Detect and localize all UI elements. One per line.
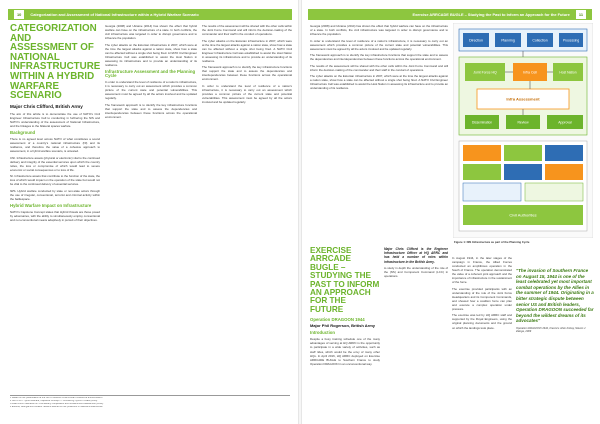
- paragraph: NI. Infrastructure assets that contribute to the function of the state, the loss of which would impact on the operation of the state but would not be vital to the continued delivery of essential services.: [10, 174, 100, 187]
- paragraph: The cyber attacks on the Estonian infrastructure in 2007, which were at the time the largest attacks against a nation state, show how a state can be affected without a single shot being fired. A NATO Civil Engineer Infrastructure Cell was established to assist the Host Nation in assessing its infrastructure and to provide an understanding of its resilience.: [105, 42, 197, 67]
- diagram-label-host-nation: Host Nation: [559, 70, 577, 75]
- paragraph: IWS. Hybrid warfare conducted by state or non-state actors through the use of irregular, conventional, terrorist and criminal activity within the battlespace.: [10, 188, 100, 201]
- planning-cycle-diagram: [453, 23, 593, 238]
- right-header-title: Exercise ARRCADE BUGLE – Studying the Past to Inform an Approach for the Future: [412, 12, 570, 17]
- paragraph: The cyber attacks on the Estonian infrastructure in 2007, which were at the time the largest attacks against a nation state, show how a state can be affected without a single shot being fired. A NATO Civil Engineer Infrastructure Cell was established to assist the Host Nation in assessing its infrastructure and to provide an understanding of its resilience.: [310, 74, 448, 91]
- article-author: Major Chris Clifford, British Army: [10, 103, 83, 109]
- diagram-cell: [504, 145, 542, 161]
- diagram-cell: [463, 183, 521, 201]
- paragraph: Despite a busy training schedule one of the many advantages of serving at HQ ARRC is the opportunity to participate in a wide variety of activities, such as staff rides, which would be the envy of many other HQs. In April 2016, HQ ARRC deployed on Exercise ARRCADE BUGLE to Southern France to study Operation DRAGOON in an unconventional way.: [310, 337, 380, 366]
- diagram-label-jfhq: Joint Force HQ: [473, 70, 497, 75]
- left-header-title: Categorization and Assessment of National Infrastructure within a Hybrid Warfare Scenario: [30, 12, 199, 17]
- section-heading-planning: Infrastructure Assessment and the Planning Cycle: [105, 68, 196, 78]
- callout-quote: [516, 268, 594, 334]
- callout-quote-text: "The invasion of Southern France on August 15, 1944 is one of the least celebrated yet most important combat operations by the Allies in the summer of 1944. Originating in a bitter strategic dispute between senior US and British leaders, Operation DRAGOON succeeded far beyond the wildest dreams of its advocates": [516, 268, 594, 324]
- paragraph: There is no agreed level across NATO of what constitutes a sound assessment of a country's national infrastructure (NI) and its resilience, and therefore the value of a cohesive approach to assessment, in a hybrid warfare scenario, is untested.: [10, 137, 100, 154]
- exercise-subtitle: Operation DRAGOON 1944: [310, 317, 365, 323]
- diagram-cell: [545, 164, 583, 180]
- diagram-label-dissemination: Dissemination: [471, 120, 493, 125]
- paragraph: Georgia (2008) and Ukraine (2014) has shown the effect that hybrid warfare can have on the infrastructure of a state. In both conflicts, the civil infrastructure was targeted in order to disrupt governance and to influence the population.: [105, 24, 197, 41]
- intro-paragraph: The aim of this article is to demonstrate the use of NATO's Civil Engineer Infrastructure Cell to conducting in furthering the NIS and NATO's understanding of the assessment of National Infrastructure, and the linkages to the bilateral spaces warfare.: [10, 111, 100, 128]
- paragraph: The framework approach is to identify the key infrastructure functions that support the state and to assess the dependencies and interdependencies between these functions across the operational environment.: [202, 65, 292, 82]
- exercise-author: Major Phil Rogerson, British Army: [310, 323, 375, 329]
- diagram-label-review: Review: [517, 120, 529, 125]
- callout-source: Operation DRAGOON 1944, France's other D-Day, Steven J. Zaloga, 2009: [516, 326, 587, 334]
- paragraph: The framework approach is to identify the key infrastructure functions that support the state and to assess the dependencies and interdependencies between these functions across the operational environment.: [310, 53, 448, 62]
- left-column-3: [202, 24, 292, 392]
- section-heading-hybrid: Hybrid Warfare Impact on Infrastructure: [10, 202, 92, 208]
- exercise-article-col3: [452, 256, 512, 392]
- diagram-label-processing: Processing: [562, 38, 580, 43]
- article-title: CATEGORIZATION AND ASSESSMENT OF NATIONAL INFRASTRUCTURE WITHIN A HYBRID WARFARE SCENARIO: [10, 24, 100, 102]
- diagram-label-planning: Planning: [501, 38, 515, 43]
- diagram-label-collection: Collection: [532, 38, 548, 43]
- diagram-cell: [463, 164, 501, 180]
- paragraph: In order to understand the level of resilience of a nation's infrastructure, it is necessary to carry out an assessment which provides a common picture of the current state and potential vulnerabilities. This assessment must be agreed by all the actors involved and be updated regularly.: [310, 38, 448, 51]
- diagram-cell: [545, 145, 583, 161]
- paragraph: The exercise was led by HQ ARRC staff and supported by the Royal Engineers, using the original planning documents and the ground on which the landings took place.: [452, 313, 512, 330]
- paragraph: The cyber attacks on the Estonian infrastructure in 2007, which were at the time the largest attacks against a nation state, show how a state can be affected without a single shot being fired. A NATO Civil Engineer Infrastructure Cell was established to assist the Host Nation in assessing its infrastructure and to provide an understanding of its resilience.: [202, 38, 292, 63]
- paragraph: In August 1944, in the later stages of the campaign in France, the Allied Forces conducted an amphibious operation in the South of France. The operation demonstrated the value of a coherent joint approach and the importance of infrastructure in the sustainment of the force.: [452, 256, 512, 285]
- diagram-label-assessment: Infra Assessment: [506, 96, 540, 102]
- section-heading-background: Background: [10, 129, 36, 135]
- left-page-number: 10: [14, 10, 24, 19]
- paragraph: The exercise provided participants with an understanding of the role of the Joint Force Headquarters and its Component Commands, and showed how a coalition force can plan and execute a complex operation under pressure.: [452, 286, 512, 311]
- right-top-text: [310, 24, 448, 234]
- diagram-cell: [463, 145, 501, 161]
- right-page: [300, 0, 600, 424]
- exercise-article-col2: [384, 247, 448, 392]
- diagram-cell: [525, 183, 583, 201]
- footnote: 4 Estonia, Georgia and Ukraine: lessons learned on the protection of national infrastructure.: [10, 406, 104, 409]
- left-column-1: [10, 24, 100, 392]
- paragraph: The framework approach is to identify the key infrastructure functions that support the state and to assess the dependencies and interdependencies between these functions across the operational environment.: [105, 102, 197, 119]
- right-page-number: 11: [576, 10, 586, 19]
- diagram-label-approval: Approval: [558, 120, 572, 125]
- paragraph: CNI. Infrastructure assets (physical or electronic) vital to the continued delivery and integrity of the essential services upon which the country relies, the loss or compromise of which would lead to severe economic or social consequences or to loss of life.: [10, 155, 100, 172]
- paragraph: NATO's Capstone Concept states that Hybrid threats are those posed by adversaries, with the ability to simultaneously employ conventional and non-conventional means adaptively in pursuit of their objectives.: [10, 209, 100, 222]
- author-bio-pullquote: Major Chris Clifford is the Engineer Infrastructure Officer at HQ ARRC and has held a number of roles within infrastructure in the British Army.: [384, 247, 448, 264]
- paragraph: Georgia (2008) and Ukraine (2014) has shown the effect that hybrid warfare can have on the infrastructure of a state. In both conflicts, the civil infrastructure was targeted in order to disrupt governance and to influence the population.: [310, 24, 448, 37]
- footnote: 1 Based on the presentation at the NATO MILENG COE Annual Conference and Exhibition.: [10, 397, 103, 399]
- paragraph: In order to understand the level of resilience of a nation's infrastructure, it is necessary to carry out an assessment which provides a common picture of the current state and potential vulnerabilities. This assessment must be agreed by all the actors involved and be updated regularly.: [105, 79, 197, 101]
- paragraph: In order to understand the level of resilience of a nation's infrastructure, it is necessary to carry out an assessment which provides a common picture of the current state and potential vulnerabilities. This assessment must be agreed by all the actors involved and be updated regularly.: [202, 83, 292, 104]
- footnote: 3 Allied Joint Publication on Civil-Military Cooperation and Infrastructure Assessment (2014).: [10, 403, 104, 406]
- footnote: 2 NATO ACT Hybrid Warfare, Capstone Concept — Countering Hybrid Threats (2010).: [10, 400, 98, 403]
- exercise-article-col1: [310, 247, 380, 392]
- left-column-2: [105, 24, 197, 392]
- diagram-label-infra-cell: Infra Cell: [522, 70, 538, 75]
- paragraph: The results of the assessment will be shared with the other cells within the Joint Force Command and will inform the decision-making of the commander and their staff in the conduct of operations.: [310, 63, 448, 72]
- diagram-label-direction: Direction: [469, 38, 483, 43]
- figure-caption: Figure 1: NIS Infrastructure as part of the Planning Cycle: [454, 240, 530, 244]
- left-page-header: [8, 9, 292, 20]
- exercise-title: EXERCISE ARRCADE BUGLE – STUDYING THE PAST TO INFORM AN APPROACH FOR THE FUTURE: [310, 247, 380, 314]
- footnotes: [10, 395, 290, 409]
- paragraph: to study in depth the understanding of the role of the (NS) and Component Command (LCC) in operations.: [384, 266, 448, 279]
- diagram-label-civil: Civil Authorities: [509, 212, 537, 218]
- paragraph: The results of the assessment will be shared with the other cells within the Joint Force Command and will inform the decision-making of the commander and their staff in the conduct of operations.: [202, 24, 292, 37]
- section-heading-introduction: Introduction: [310, 330, 336, 336]
- diagram-cell: [504, 164, 542, 180]
- right-page-header: [308, 9, 592, 20]
